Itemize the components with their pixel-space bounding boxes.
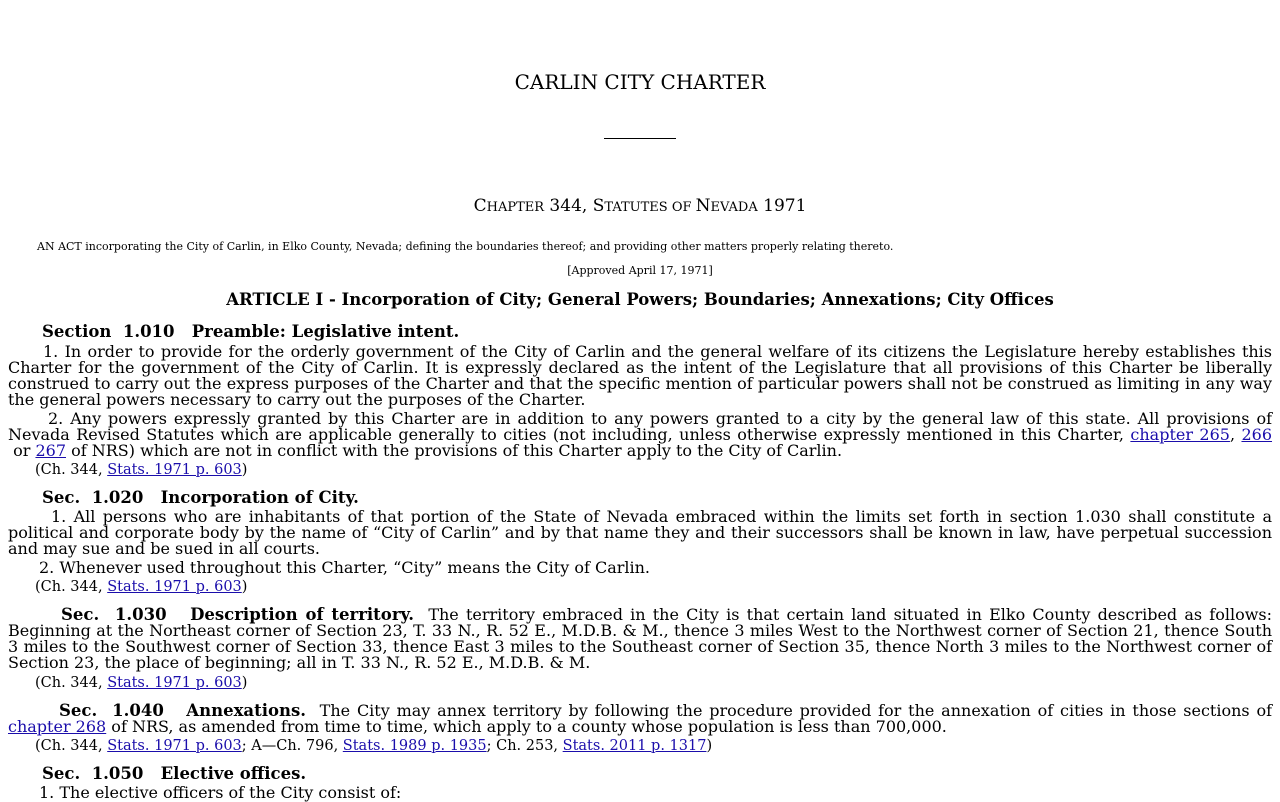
s1010-p2-text-a: 2. Any powers expressly granted by this Charter are in addition to any powers granted to a city by the general law of this state. All provisions of Nevada Revised Statutes which are applicable generally to cities (not including, unless otherwise expressly mentioned in this Charter, [8, 409, 1272, 444]
section-1040-heading: Sec. 1.040 Annexations. [59, 701, 307, 720]
section-1020-history [35, 579, 247, 595]
chapter-265-link[interactable]: chapter 265 [1130, 425, 1230, 444]
stats-1971-link[interactable]: Stats. 1971 p. 603 [107, 675, 242, 691]
chapter-c2: S [592, 196, 605, 216]
section-1030-heading: Sec. 1.030 Description of territory. [61, 605, 414, 624]
s1010-hist-a: (Ch. 344, [35, 462, 108, 478]
chapter-year: 1971 [757, 196, 807, 216]
section-1050-heading: Sec. 1.050 Elective offices. [42, 764, 307, 783]
section-1020-paragraph-1: 1. All persons who are inhabitants of that portion of the State of Nevada embraced within the limits set forth in section 1.030 shall constitute a political and corporate body by the name of “City of Carlin” and by that name they and their successors shall be known in law, have perpetual succession and may sue and be sued in all courts. [8, 507, 1272, 558]
section-1040-paragraph [8, 701, 1278, 736]
chapter-267-link[interactable]: 267 [35, 441, 66, 460]
title-divider [604, 138, 676, 139]
stats-1971-link[interactable]: Stats. 1971 p. 603 [107, 738, 242, 754]
chapter-c3: N [695, 196, 711, 216]
s1040-hist-b: ) [706, 738, 713, 754]
chapter-w2: TATUTES [604, 200, 668, 215]
section-1040-history [35, 738, 712, 754]
section-1040-text-b: of NRS, as amended from time to time, which apply to a county whose population is less than 700,000. [106, 717, 947, 736]
section-1010-paragraph-2 [8, 411, 1272, 459]
section-1010-heading: Section 1.010 Preamble: Legislative intent. [42, 322, 460, 341]
article-heading: ARTICLE I - Incorporation of City; General Powers; Boundaries; Annexations; City Offices [226, 290, 1054, 309]
chapter-w3: EVADA [710, 200, 758, 215]
s1040-hist-m2: ; Ch. 253, [486, 738, 563, 754]
chapter-c1: C [473, 196, 487, 216]
s1020-hist-a: (Ch. 344, [35, 579, 108, 595]
section-1030-text: The territory embraced in the City is that certain land situated in Elko County described as follows: Beginning at the Northeast corner of Section 23, T. 33 N., R. 52 E., M.D.B. & M., thence 3 miles West to the Northwest corner of Section 21, thence South 3 miles to the Southwest corner of Section 33, thence East 3 miles to the Southeast corner of Section 35, thence North 3 miles to the Northwest corner of Section 23, the place of beginning; all in T. 33 N., R. 52 E., M.D.B. & M. [8, 605, 1278, 672]
section-1040-text-a: The City may annex territory by following the procedure provided for the annexation of cities in those sections of [306, 701, 1278, 720]
stats-1971-link[interactable]: Stats. 1971 p. 603 [107, 462, 242, 478]
section-1020-paragraph-2: 2. Whenever used throughout this Charter, “City” means the City of Carlin. [39, 558, 651, 577]
s1040-hist-a: (Ch. 344, [35, 738, 108, 754]
s1010-p2-text-b: of NRS) which are not in conflict with the provisions of this Charter apply to the City of Carlin. [66, 441, 843, 460]
section-1010-paragraph-1: 1. In order to provide for the orderly government of the City of Carlin and the general welfare of its citizens the Legislature hereby establishes this Charter for the government of the City of Carlin. It is expressly declared as the intent of the Legislature that all provisions of this Charter be liberally construed to carry out the express purposes of the Charter and that the specific mention of particular powers shall not be construed as limiting in any way the general powers necessary to carry out the purposes of the Charter. [8, 342, 1272, 409]
section-1020-heading: Sec. 1.020 Incorporation of City. [42, 488, 359, 507]
section-1050-paragraph-1: 1. The elective officers of the City consist of: [39, 783, 402, 802]
s1010-hist-b: ) [241, 462, 248, 478]
chapter-of: OF [667, 200, 696, 215]
chapter-266-link[interactable]: 266 [1241, 425, 1273, 444]
chapter-heading [0, 197, 1280, 217]
section-1030-history [35, 675, 247, 691]
s1010-sep1: , [1229, 425, 1242, 444]
stats-2011-link[interactable]: Stats. 2011 p. 1317 [562, 738, 707, 754]
s1020-hist-b: ) [241, 579, 248, 595]
chapter-num: 344, [544, 196, 593, 216]
s1010-sep2: or [8, 441, 36, 460]
document-title: CARLIN CITY CHARTER [514, 70, 766, 94]
s1030-hist-a: (Ch. 344, [35, 675, 108, 691]
s1040-hist-m1: ; A—Ch. 796, [241, 738, 343, 754]
approval-date: [Approved April 17, 1971] [567, 264, 713, 277]
chapter-w1: HAPTER [486, 200, 545, 215]
stats-1989-link[interactable]: Stats. 1989 p. 1935 [342, 738, 487, 754]
s1030-hist-b: ) [241, 675, 248, 691]
section-1030-paragraph [8, 605, 1278, 672]
act-summary: AN ACT incorporating the City of Carlin, in Elko County, Nevada; defining the boundaries thereof; and providing other matters properly relating thereto. [37, 240, 894, 253]
section-1010-history [35, 462, 247, 478]
stats-1971-link[interactable]: Stats. 1971 p. 603 [107, 579, 242, 595]
chapter-268-link[interactable]: chapter 268 [8, 717, 107, 736]
